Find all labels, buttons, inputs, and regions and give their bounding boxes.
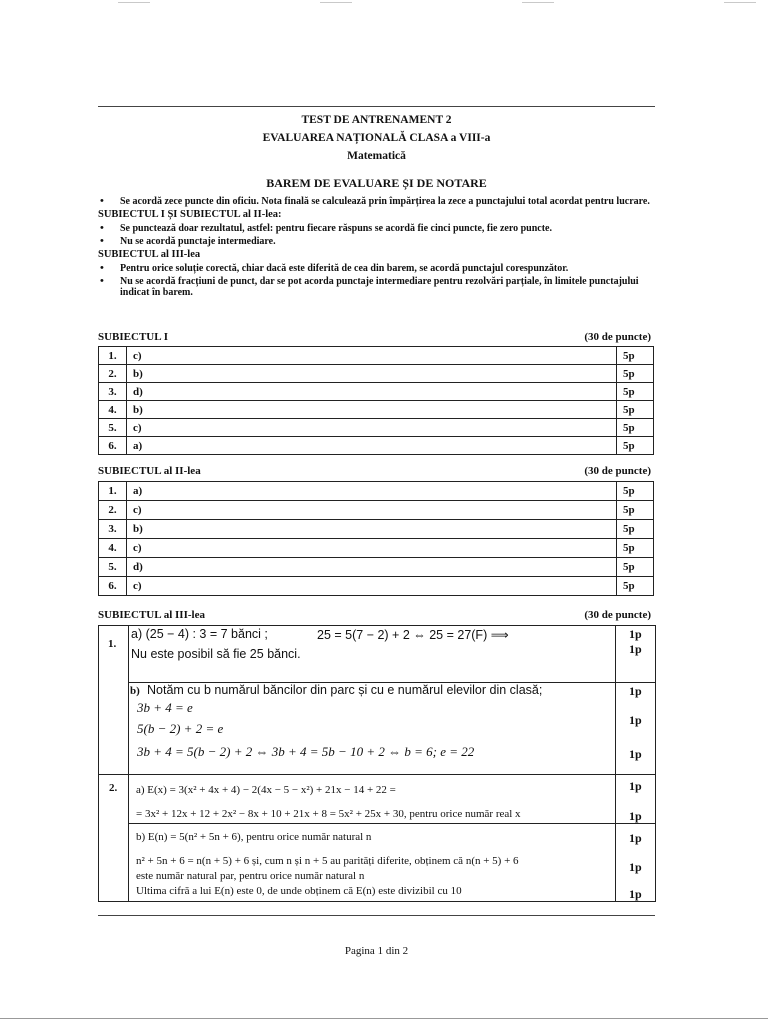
table-row xyxy=(99,577,654,596)
item-number: 3. xyxy=(99,520,127,539)
answer: c) xyxy=(127,347,617,365)
note-sub3-heading: SUBIECTUL al III-lea xyxy=(98,249,201,260)
sub2-title: SUBIECTUL al II-lea xyxy=(98,465,201,477)
p2b-line-3: este număr natural par, pentru orice număr natural n xyxy=(136,870,365,882)
p1b-line-1: Notăm cu b numărul băncilor din parc și cu e numărul elevilor din clasă; xyxy=(147,683,543,697)
answer: d) xyxy=(127,558,617,577)
scan-top-marks xyxy=(0,0,768,6)
table-row xyxy=(99,383,654,401)
score: 5p xyxy=(617,482,654,501)
p2b-line-2: n² + 5n + 6 = n(n + 5) + 6 și, cum n și n + 5 au parități diferite, obținem că n(n + 5) + 6 xyxy=(136,855,519,867)
score: 5p xyxy=(617,347,654,365)
p2a-line-2: = 3x² + 12x + 12 + 2x² − 8x + 10 + 21x + 8 = 5x² + 25x + 30, pentru orice număr real x xyxy=(136,808,521,820)
p1b-line-2: 3b + 4 = e xyxy=(137,700,193,715)
top-rule xyxy=(98,106,655,107)
p2b-line-1: b) E(n) = 5(n² + 5n + 6), pentru orice număr natural n xyxy=(136,831,372,843)
table-row xyxy=(99,437,654,455)
answer: b) xyxy=(127,520,617,539)
table-row xyxy=(99,365,654,383)
item-number: 2. xyxy=(99,365,127,383)
table-row xyxy=(99,520,654,539)
p2a-points-1: 1p xyxy=(629,779,642,793)
answer: b) xyxy=(127,365,617,383)
p1a-line-1-right: 25 = 5(7 − 2) + 2 ⇔ 25 = 27(F) ⟹ xyxy=(317,628,509,642)
answer: b) xyxy=(127,401,617,419)
p1a-points-1: 1p xyxy=(629,627,642,641)
p1a-points-2: 1p xyxy=(629,642,642,656)
sub1-table xyxy=(98,346,654,455)
sub2-heading xyxy=(98,465,653,477)
p1a-line-2: Nu este posibil să fie 25 bănci. xyxy=(131,647,301,661)
answer: a) xyxy=(127,482,617,501)
answer: c) xyxy=(127,419,617,437)
note-sub3-bullet-1: • Pentru orice soluție corectă, chiar dacă este diferită de cea din barem, se acordă punctajul corespunzător. xyxy=(98,263,655,274)
item-number: 1. xyxy=(99,347,127,365)
answer: a) xyxy=(127,437,617,455)
sub3-title: SUBIECTUL al III-lea xyxy=(98,609,205,621)
item-number: 2. xyxy=(99,501,127,520)
subject-title: Matematică xyxy=(347,150,406,162)
item-number: 4. xyxy=(99,401,127,419)
table-row xyxy=(99,347,654,365)
problem-1-number: 1. xyxy=(108,638,117,650)
answer: c) xyxy=(127,577,617,596)
table-row xyxy=(99,482,654,501)
column-divider xyxy=(128,626,129,901)
p1b-points-2: 1p xyxy=(629,713,642,727)
sub3-points: (30 de puncte) xyxy=(584,609,651,621)
p2b-line-4: Ultima cifră a lui E(n) este 0, de unde obținem că E(n) este divizibil cu 10 xyxy=(136,885,462,897)
item-number: 6. xyxy=(99,577,127,596)
p1a-line-1-left: a) (25 − 4) : 3 = 7 bănci ; xyxy=(131,627,268,641)
exam-title: EVALUAREA NAȚIONALĂ CLASA a VIII-a xyxy=(262,132,491,144)
score: 5p xyxy=(617,577,654,596)
answer: c) xyxy=(127,501,617,520)
problem-2-number: 2. xyxy=(109,782,118,794)
p2b-points-3: 1p xyxy=(629,887,642,901)
p2b-points-2: 1p xyxy=(629,860,642,874)
sub2-points: (30 de puncte) xyxy=(584,465,651,477)
table-row xyxy=(99,539,654,558)
answer: c) xyxy=(127,539,617,558)
sub3-heading xyxy=(98,609,653,621)
item-number: 5. xyxy=(99,558,127,577)
table-row xyxy=(99,401,654,419)
column-divider xyxy=(615,626,616,901)
scan-bottom-edge xyxy=(0,1018,768,1019)
test-title: TEST DE ANTRENAMENT 2 xyxy=(301,114,452,126)
score: 5p xyxy=(617,501,654,520)
item-number: 1. xyxy=(99,482,127,501)
p1b-line-3: 5(b − 2) + 2 = e xyxy=(137,721,224,736)
row-divider xyxy=(128,823,655,824)
score: 5p xyxy=(617,365,654,383)
bottom-rule xyxy=(98,915,655,916)
note-sub12-bullet-2: • Nu se acordă punctaje intermediare. xyxy=(98,236,655,247)
sub2-table xyxy=(98,481,654,596)
score: 5p xyxy=(617,558,654,577)
note-sub12-bullet-1: • Se punctează doar rezultatul, astfel: pentru fiecare răspuns se acordă fie cinci puncte, fie zero puncte. xyxy=(98,223,655,234)
table-row xyxy=(99,501,654,520)
note-sub12-heading: SUBIECTUL I ȘI SUBIECTUL al II-lea: xyxy=(98,209,282,220)
document-header xyxy=(98,111,655,165)
p2b-points-1: 1p xyxy=(629,831,642,845)
table-row xyxy=(99,419,654,437)
barem-title: BAREM DE EVALUARE ȘI DE NOTARE xyxy=(266,176,487,190)
note-general: • Se acordă zece puncte din oficiu. Nota finală se calculează prin împărțirea la zece a punctajului total acordat pentru lucrare. xyxy=(98,196,655,207)
score: 5p xyxy=(617,539,654,558)
row-divider xyxy=(99,774,655,775)
sub3-table xyxy=(98,625,656,902)
sub1-title: SUBIECTUL I xyxy=(98,331,169,343)
item-number: 4. xyxy=(99,539,127,558)
answer: d) xyxy=(127,383,617,401)
note-sub3-bullet-2: • Nu se acordă fracțiuni de punct, dar se pot acorda punctaje intermediare pentru rezolvări parțiale, în limitele punctajului indicat în barem. xyxy=(98,276,655,298)
score: 5p xyxy=(617,383,654,401)
grading-notes xyxy=(98,195,655,300)
p2a-points-2: 1p xyxy=(629,809,642,823)
score: 5p xyxy=(617,419,654,437)
p2a-line-1: a) E(x) = 3(x² + 4x + 4) − 2(4x − 5 − x²) + 21x − 14 + 22 = xyxy=(136,784,396,796)
score: 5p xyxy=(617,520,654,539)
score: 5p xyxy=(617,437,654,455)
p1b-line-4: 3b + 4 = 5(b − 2) + 2 ⇔ 3b + 4 = 5b − 10 + 2 ⇔ b = 6; e = 22 xyxy=(137,744,475,759)
score: 5p xyxy=(617,401,654,419)
item-number: 5. xyxy=(99,419,127,437)
item-number: 6. xyxy=(99,437,127,455)
page-number: Pagina 1 din 2 xyxy=(344,945,409,957)
sub1-points: (30 de puncte) xyxy=(584,331,651,343)
p1b-label: b) xyxy=(130,685,140,697)
item-number: 3. xyxy=(99,383,127,401)
sub1-heading xyxy=(98,331,653,343)
p1b-points-3: 1p xyxy=(629,747,642,761)
p1b-points-1: 1p xyxy=(629,684,642,698)
table-row xyxy=(99,558,654,577)
